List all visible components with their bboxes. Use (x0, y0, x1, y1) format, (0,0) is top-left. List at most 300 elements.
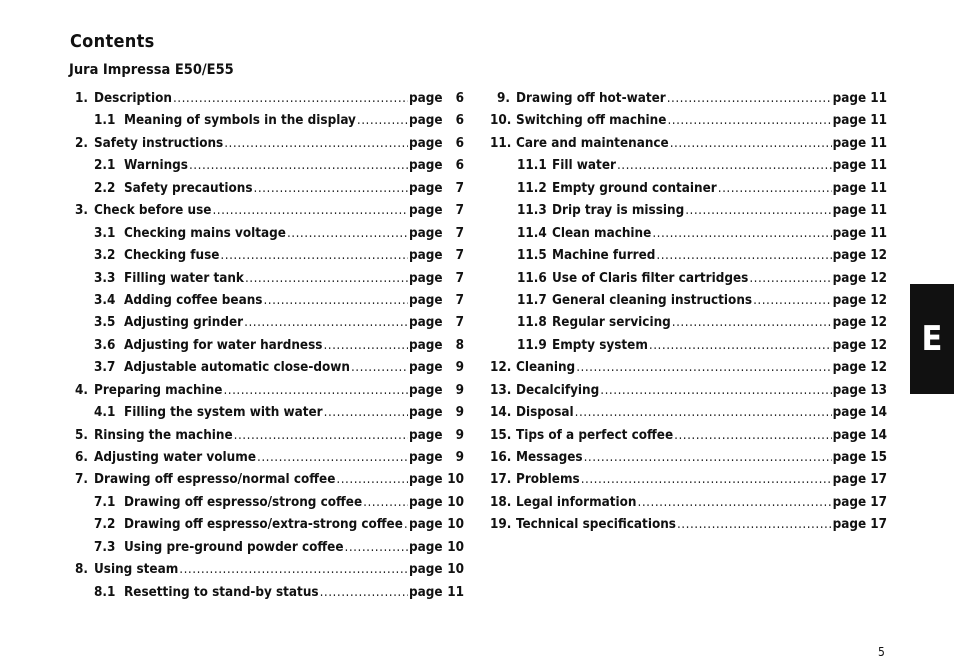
toc-entry-page (409, 425, 464, 447)
page-reference-number: 12 (870, 270, 887, 286)
page-word: page (409, 91, 443, 106)
toc-entry (70, 245, 464, 267)
dot-leader (245, 268, 408, 290)
dot-leader (667, 110, 831, 132)
toc-entry (490, 469, 887, 491)
page-word: page (832, 405, 867, 421)
document-subtitle: Jura Impressa E50/E55 (69, 62, 234, 78)
toc-entry (70, 133, 464, 155)
page-word: page (409, 158, 443, 174)
page-reference-number: 12 (870, 337, 887, 353)
page-reference-number: 7 (455, 180, 464, 196)
page-reference-number: 10 (447, 494, 464, 510)
dot-leader (575, 402, 832, 424)
toc-entry-number: 18. (490, 494, 512, 510)
page-reference-number: 10 (447, 472, 464, 488)
toc-entry-page (409, 155, 464, 177)
dot-leader (617, 155, 832, 177)
page-reference-number: 6 (455, 113, 464, 129)
page-reference-number: 6 (455, 91, 464, 106)
toc-entry (490, 88, 887, 110)
page-word: page (409, 113, 443, 129)
toc-entry-title: Using steam (94, 562, 179, 578)
dot-leader (672, 312, 832, 334)
toc-entry-page (833, 469, 887, 491)
page-reference-number: 17 (870, 517, 887, 533)
toc-entry-title: Adjusting grinder (124, 315, 244, 331)
toc-entry-page (409, 492, 464, 514)
toc-entry-title: Using pre-ground powder coffee (124, 539, 344, 555)
page-word: page (832, 248, 867, 264)
dot-leader (652, 223, 831, 245)
toc-entry-page (833, 290, 887, 312)
page-reference-number: 11 (870, 180, 887, 196)
toc-entry-number: 11.3 (517, 203, 547, 219)
page-word: page (409, 427, 443, 443)
toc-entry-title: Rinsing the machine (94, 427, 233, 443)
toc-entry-title: Fill water (552, 158, 616, 174)
dot-leader (670, 133, 832, 155)
dot-leader (749, 268, 831, 290)
toc-entry-number: 3.7 (94, 360, 116, 376)
dot-leader (263, 290, 408, 312)
toc-entry-page (409, 582, 464, 604)
page-word: page (409, 248, 443, 264)
toc-entry-page (833, 357, 887, 379)
dot-leader (234, 425, 408, 447)
dot-leader (254, 178, 408, 200)
toc-entry (70, 559, 464, 581)
toc-entry-number: 11.2 (517, 180, 547, 196)
dot-leader (224, 133, 408, 155)
toc-entry (70, 492, 464, 514)
toc-entry (490, 110, 887, 132)
page-reference-number: 9 (455, 427, 464, 443)
toc-entry-title: Tips of a perfect coffee (516, 427, 674, 443)
toc-entry-page (409, 559, 464, 581)
dot-leader (576, 357, 831, 379)
toc-entry-number: 4. (75, 382, 88, 398)
toc-entry-title: Meaning of symbols in the display (124, 113, 356, 129)
page-word: page (409, 405, 443, 421)
toc-left-column (70, 88, 464, 604)
toc-entry-title: Adjustable automatic close-down (124, 360, 350, 376)
toc-entry-number: 11.1 (517, 158, 547, 174)
toc-entry-number: 6. (75, 450, 88, 465)
dot-leader (584, 447, 832, 469)
page-reference-number: 17 (870, 472, 887, 488)
toc-entry-title: Drawing off hot-water (516, 91, 666, 106)
toc-entry-page (833, 110, 887, 132)
toc-entry-title: Drawing off espresso/strong coffee (124, 494, 363, 510)
toc-entry-number: 9. (497, 91, 510, 106)
page-reference-number: 11 (870, 225, 887, 241)
dot-leader (656, 245, 831, 267)
page-reference-number: 7 (455, 292, 464, 308)
toc-entry-title: Filling water tank (124, 270, 244, 286)
toc-entry (490, 357, 887, 379)
toc-entry-number: 3.1 (94, 225, 116, 241)
page-word: page (832, 203, 867, 219)
page-reference-number: 8 (455, 337, 464, 353)
toc-entry-number: 3.3 (94, 270, 116, 286)
toc-entry-page (409, 514, 464, 536)
toc-entry-page (833, 223, 887, 245)
page-word: page (409, 472, 443, 488)
toc-entry (70, 290, 464, 312)
page-word: page (832, 225, 867, 241)
dot-leader (638, 492, 832, 514)
page-word: page (832, 158, 867, 174)
toc-entry-title: Warnings (124, 158, 188, 174)
page-word: page (409, 135, 443, 151)
toc-entry-page (409, 110, 464, 132)
toc-entry-title: Resetting to stand-by status (124, 584, 319, 600)
page-reference-number: 13 (870, 382, 887, 398)
toc-entry-page (833, 492, 887, 514)
page-number: 5 (878, 645, 885, 659)
toc-entry-title: Use of Claris filter cartridges (552, 270, 749, 286)
toc-entry-page (409, 312, 464, 334)
page-word: page (832, 315, 867, 331)
toc-entry (490, 290, 887, 312)
toc-entry-number: 4.1 (94, 405, 116, 421)
toc-entry (70, 178, 464, 200)
page-reference-number: 7 (455, 248, 464, 264)
toc-entry-page (409, 178, 464, 200)
toc-entry (490, 245, 887, 267)
toc-entry-number: 2.1 (94, 158, 116, 174)
toc-entry-number: 10. (490, 113, 512, 129)
toc-entry-title: Decalcifying (516, 382, 600, 398)
toc-entry-title: General cleaning instructions (552, 292, 753, 308)
page-word: page (832, 135, 867, 151)
toc-entry-title: Regular servicing (552, 315, 671, 331)
page-word: page (832, 427, 867, 443)
page-word: page (409, 360, 443, 376)
toc-entry-title: Safety precautions (124, 180, 253, 196)
toc-entry-number: 1. (75, 91, 88, 106)
toc-entry-number: 12. (490, 360, 512, 376)
toc-entry-page (833, 335, 887, 357)
toc-entry-number: 17. (490, 472, 512, 488)
dot-leader (257, 447, 408, 469)
toc-entry (490, 402, 887, 424)
toc-entry (490, 178, 887, 200)
toc-entry-title: Care and maintenance (516, 135, 669, 151)
toc-entry-title: Checking mains voltage (124, 225, 286, 241)
toc-entry-number: 11.6 (517, 270, 547, 286)
toc-entry-title: Checking fuse (124, 248, 220, 264)
page-word: page (409, 292, 443, 308)
toc-entry (70, 357, 464, 379)
page-word: page (409, 337, 443, 353)
toc-entry-page (409, 268, 464, 290)
toc-entry-title: Safety instructions (94, 135, 224, 151)
toc-entry-title: Clean machine (552, 225, 652, 241)
toc-entry-page (409, 402, 464, 424)
toc-entry-number: 11.5 (517, 248, 547, 264)
page-word: page (832, 517, 867, 533)
toc-entry-page (409, 380, 464, 402)
toc-entry-number: 7.1 (94, 494, 116, 510)
toc-entry-page (409, 88, 464, 110)
toc-entry-number: 15. (490, 427, 512, 443)
page-word: page (409, 517, 443, 533)
toc-entry-page (833, 312, 887, 334)
toc-entry-page (409, 335, 464, 357)
toc-entry-number: 1.1 (94, 113, 116, 129)
toc-entry-title: Adjusting for water hardness (124, 337, 323, 353)
toc-entry-title: Description (94, 91, 172, 106)
page-word: page (409, 450, 443, 465)
page-word: page (832, 494, 867, 510)
page-word: page (409, 382, 443, 398)
dot-leader (351, 357, 408, 379)
toc-entry-title: Adding coffee beans (124, 292, 263, 308)
toc-entry-page (833, 514, 887, 536)
toc-entry-title: Switching off machine (516, 113, 667, 129)
page-reference-number: 7 (455, 225, 464, 241)
page-word: page (832, 180, 867, 196)
toc-entry-number: 7. (75, 472, 88, 488)
toc-entry-number: 11. (490, 135, 512, 151)
toc-entry-number: 16. (490, 450, 512, 465)
toc-entry-page (409, 133, 464, 155)
toc-entry-title: Technical specifications (516, 517, 676, 533)
dot-leader (718, 178, 832, 200)
toc-entry (70, 469, 464, 491)
page-reference-number: 7 (455, 315, 464, 331)
dot-leader (404, 514, 408, 536)
page-reference-number: 9 (455, 382, 464, 398)
toc-entry-title: Drawing off espresso/extra-strong coffee (124, 517, 403, 533)
page-reference-number: 6 (455, 135, 464, 151)
toc-entry-number: 7.2 (94, 517, 116, 533)
dot-leader (336, 469, 408, 491)
toc-entry-number: 8. (75, 562, 88, 578)
toc-entry-page (833, 88, 887, 110)
toc-entry (70, 537, 464, 559)
page-reference-number: 12 (870, 360, 887, 376)
toc-entry-page (833, 200, 887, 222)
toc-entry-page (409, 290, 464, 312)
toc-entry-number: 11.4 (517, 225, 547, 241)
toc-entry (70, 582, 464, 604)
toc-entry-page (409, 447, 464, 469)
toc-entry-page (409, 200, 464, 222)
toc-entry (490, 155, 887, 177)
page-word: page (832, 382, 867, 398)
page-word: page (832, 113, 867, 129)
page-reference-number: 12 (870, 292, 887, 308)
toc-entry-number: 3. (75, 203, 88, 219)
toc-entry-page (833, 447, 887, 469)
dot-leader (753, 290, 832, 312)
toc-entry-number: 11.7 (517, 292, 547, 308)
page-word: page (832, 337, 867, 353)
page-reference-number: 17 (870, 494, 887, 510)
dot-leader (600, 380, 831, 402)
toc-entry-page (833, 245, 887, 267)
page-reference-number: 10 (447, 517, 464, 533)
toc-entry-number: 7.3 (94, 539, 116, 555)
page-word: page (832, 360, 867, 376)
toc-entry (70, 88, 464, 110)
dot-leader (345, 537, 408, 559)
toc-entry (70, 223, 464, 245)
toc-entry-title: Cleaning (516, 360, 576, 376)
page-word: page (409, 562, 443, 578)
dot-leader (357, 110, 408, 132)
toc-entry (490, 335, 887, 357)
toc-right-column (490, 88, 887, 537)
toc-entry-number: 14. (490, 405, 512, 421)
toc-entry-number: 2. (75, 135, 88, 151)
toc-entry (490, 447, 887, 469)
toc-entry-title: Drip tray is missing (552, 203, 685, 219)
page-reference-number: 10 (447, 562, 464, 578)
toc-entry (70, 335, 464, 357)
page-reference-number: 11 (870, 158, 887, 174)
toc-entry (490, 514, 887, 536)
toc-entry-page (833, 402, 887, 424)
page-reference-number: 12 (870, 248, 887, 264)
toc-entry-number: 11.8 (517, 315, 547, 331)
page-word: page (832, 270, 867, 286)
toc-entry (70, 200, 464, 222)
page-word: page (409, 225, 443, 241)
toc-entry (70, 380, 464, 402)
toc-entry-title: Preparing machine (94, 382, 223, 398)
page-reference-number: 11 (870, 203, 887, 219)
toc-entry-page (409, 223, 464, 245)
toc-entry (490, 223, 887, 245)
dot-leader (189, 155, 408, 177)
toc-entry (490, 425, 887, 447)
page-reference-number: 11 (447, 584, 464, 600)
toc-entry-number: 3.6 (94, 337, 116, 353)
toc-entry-page (833, 133, 887, 155)
toc-entry-title: Adjusting water volume (94, 450, 256, 465)
dot-leader (685, 200, 831, 222)
toc-entry-title: Empty system (552, 337, 648, 353)
page-word: page (832, 472, 867, 488)
dot-leader (212, 200, 408, 222)
toc-entry (70, 312, 464, 334)
toc-entry (70, 425, 464, 447)
page-word: page (409, 180, 443, 196)
dot-leader (363, 492, 408, 514)
page-reference-number: 6 (455, 158, 464, 174)
toc-entry-title: Machine furred (552, 248, 656, 264)
toc-entry (70, 402, 464, 424)
toc-entry-page (409, 245, 464, 267)
page-word: page (832, 450, 867, 465)
dot-leader (324, 402, 408, 424)
toc-entry (70, 447, 464, 469)
page-word: page (409, 270, 443, 286)
toc-entry (490, 380, 887, 402)
dot-leader (244, 312, 408, 334)
dot-leader (320, 582, 408, 604)
dot-leader (179, 559, 408, 581)
page-word: page (832, 91, 867, 106)
toc-entry (70, 155, 464, 177)
dot-leader (677, 514, 832, 536)
page-reference-number: 11 (870, 91, 887, 106)
toc-entry (490, 133, 887, 155)
toc-entry-page (833, 155, 887, 177)
toc-entry (490, 312, 887, 334)
toc-entry-number: 2.2 (94, 180, 116, 196)
toc-entry (490, 200, 887, 222)
toc-entry-title: Drawing off espresso/normal coffee (94, 472, 336, 488)
toc-entry-page (833, 380, 887, 402)
toc-entry-page (409, 357, 464, 379)
page-reference-number: 9 (455, 360, 464, 376)
toc-entry-page (409, 537, 464, 559)
toc-entry-page (833, 268, 887, 290)
page-word: page (409, 315, 443, 331)
dot-leader (173, 88, 408, 110)
toc-entry-title: Check before use (94, 203, 212, 219)
toc-entry-title: Legal information (516, 494, 637, 510)
toc-entry (490, 268, 887, 290)
page-word: page (409, 584, 443, 600)
dot-leader (223, 380, 408, 402)
toc-entry-number: 5. (75, 427, 88, 443)
toc-entry-number: 13. (490, 382, 512, 398)
page-word: page (832, 292, 867, 308)
page-reference-number: 14 (870, 405, 887, 421)
page-reference-number: 7 (455, 270, 464, 286)
toc-entry-title: Disposal (516, 405, 574, 421)
toc-entry-page (833, 425, 887, 447)
page-reference-number: 9 (455, 450, 464, 465)
toc-entry (70, 514, 464, 536)
page-word: page (409, 539, 443, 555)
dot-leader (649, 335, 832, 357)
toc-entry-page (833, 178, 887, 200)
dot-leader (581, 469, 832, 491)
section-tab: E (910, 284, 954, 394)
toc-entry-number: 8.1 (94, 584, 116, 600)
toc-entry-title: Messages (516, 450, 583, 465)
toc-entry-title: Filling the system with water (124, 405, 323, 421)
toc-entry-number: 3.4 (94, 292, 116, 308)
page-title: Contents (70, 31, 155, 52)
page-reference-number: 9 (455, 405, 464, 421)
page-reference-number: 12 (870, 315, 887, 331)
page-word: page (409, 203, 443, 219)
page-reference-number: 11 (870, 113, 887, 129)
dot-leader (323, 335, 408, 357)
toc-entry (70, 268, 464, 290)
page-reference-number: 11 (870, 135, 887, 151)
toc-entry-number: 11.9 (517, 337, 547, 353)
toc-entry (70, 110, 464, 132)
toc-entry-title: Problems (516, 472, 580, 488)
toc-entry (490, 492, 887, 514)
page-word: page (409, 494, 443, 510)
toc-entry-page (409, 469, 464, 491)
dot-leader (674, 425, 832, 447)
page-reference-number: 7 (455, 203, 464, 219)
toc-entry-number: 19. (490, 517, 512, 533)
toc-entry-title: Empty ground container (552, 180, 717, 196)
page-reference-number: 10 (447, 539, 464, 555)
